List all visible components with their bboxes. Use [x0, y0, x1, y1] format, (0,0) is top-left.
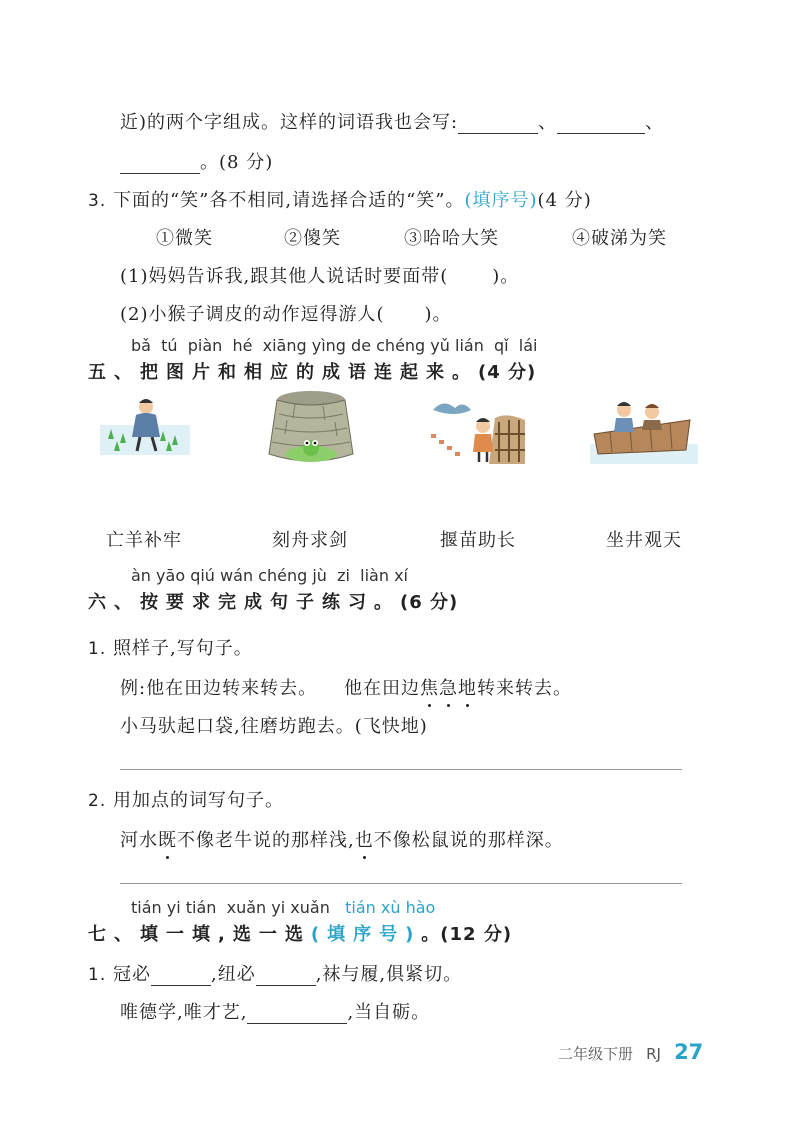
answer-line[interactable] [120, 769, 682, 770]
s6-q1-prompt: 照样子,写句子。 [112, 638, 253, 659]
section7-title: 七、填一填,选一选 [88, 924, 311, 945]
pinyin-syllable: tú [161, 336, 178, 355]
answer-blank[interactable] [151, 967, 211, 986]
separator: 、 [538, 112, 558, 133]
emphasized-word: 既 [158, 826, 177, 852]
pinyin-syllable: yǔ [430, 336, 450, 355]
pinyin-syllable: lái [518, 336, 538, 355]
grade-label: 二年级下册 [558, 1045, 634, 1063]
section7-heading [88, 920, 512, 946]
idiom-4: 坐井观天 [606, 530, 682, 551]
q3-item-2-text: (2)小猴子调皮的动作逗得游人( [120, 304, 385, 325]
idiom-2: 刻舟求剑 [272, 530, 348, 551]
question-number: 3. [88, 191, 107, 211]
rice-planting-picture [100, 395, 190, 463]
section5-heading [88, 358, 536, 384]
q3-prompt: 下面的“笑”各不相同,请选择合适的“笑”。 [112, 190, 465, 211]
edition-label: RJ [646, 1045, 661, 1063]
idiom-1: 亡羊补牢 [106, 530, 182, 551]
pinyin-syllable: chéng [376, 336, 426, 355]
answer-line[interactable] [120, 883, 682, 884]
pinyin-syllable: de [351, 336, 372, 355]
q3-item-2 [120, 300, 452, 326]
sheep-pen-picture [425, 394, 530, 466]
top-line-1 [120, 108, 664, 134]
pinyin-syllable: tián [131, 898, 162, 917]
section6-heading [88, 588, 458, 614]
pinyin-syllable: yi [166, 898, 181, 917]
example-plain-sentence: 他在田边转来转去。 [146, 678, 318, 699]
answer-blank[interactable] [247, 1005, 347, 1024]
pinyin-syllable: yi [271, 898, 286, 917]
example-rich-part: 他在田边 [343, 678, 420, 699]
example-label: 例: [120, 678, 147, 699]
pinyin-syllable: yìng [311, 336, 346, 355]
boat-sword-picture [590, 394, 698, 466]
sentence-part: 冠必 [112, 964, 151, 985]
frog-in-well-picture [265, 388, 357, 466]
pinyin-syllable: xù [380, 898, 401, 917]
s6-q2-prompt-line [88, 786, 284, 812]
sentence-part: 不像老牛说的那样浅, [177, 830, 355, 851]
answer-blank-3[interactable] [120, 155, 200, 174]
q3-option-2: ②傻笑 [284, 228, 341, 249]
pinyin-syllable: hào [405, 898, 436, 917]
page-footer [558, 1040, 703, 1064]
idiom-3: 揠苗助长 [440, 530, 516, 551]
emphasized-char: 急 [439, 674, 458, 700]
pinyin-syllable: zi [337, 566, 350, 585]
q3-option-1: ①微笑 [156, 228, 213, 249]
q3-hint: (填序号) [464, 190, 538, 211]
score-label: 。(8 分) [200, 152, 274, 173]
section6-title: 六、按要求完成句子练习。 [88, 592, 400, 613]
answer-blank[interactable] [256, 967, 316, 986]
pinyin-syllable: bǎ [131, 336, 151, 355]
pinyin-syllable: àn [131, 566, 151, 585]
s6-q1-example [120, 674, 572, 700]
top-line-1-text: 近)的两个字组成。这样的词语我也会写: [120, 112, 459, 133]
pinyin-syllable: xuǎn [290, 898, 330, 917]
pinyin-syllable: xí [394, 566, 408, 585]
pinyin-syllable: xuǎn [226, 898, 267, 917]
pinyin-syllable: qǐ [494, 336, 509, 355]
section5-score: (4 分) [478, 362, 537, 383]
pinyin-syllable: lián [455, 336, 484, 355]
pinyin-syllable: liàn [360, 566, 389, 585]
s6-q1-task: 小马驮起口袋,往磨坊跑去。(飞快地) [120, 716, 428, 737]
pinyin-syllable: hé [232, 336, 253, 355]
q3-item-2-end: )。 [424, 304, 452, 325]
question-number: 1. [88, 965, 107, 985]
pinyin-syllable: wán [220, 566, 254, 585]
question-number: 2. [88, 791, 107, 811]
emphasized-char: 地 [458, 674, 477, 700]
sentence-part: 唯德学,唯才艺, [120, 1002, 248, 1023]
section6-score: (6 分) [400, 592, 459, 613]
page-number: 27 [674, 1040, 704, 1064]
q3-item-1-end: )。 [492, 266, 520, 287]
q3-option-3: ③哈哈大笑 [404, 228, 499, 249]
emphasized-word: 也 [355, 826, 374, 852]
question-number: 1. [88, 639, 107, 659]
pinyin-syllable: tián [185, 898, 217, 917]
sentence-part: ,纽必 [210, 964, 256, 985]
s7-q1-line-1 [88, 960, 462, 986]
pinyin-syllable: xiāng [262, 336, 307, 355]
pinyin-syllable: chéng [258, 566, 308, 585]
pinyin-syllable: piàn [187, 336, 223, 355]
section7-hint: (填序号) [310, 924, 422, 945]
sentence-part: ,当自砺。 [347, 1002, 431, 1023]
emphasized-char: 焦 [420, 674, 439, 700]
section6-pinyin [131, 566, 408, 585]
sentence-part: 河水 [120, 830, 158, 851]
separator: 、 [645, 112, 665, 133]
q3-item-1 [120, 262, 519, 288]
q3-item-1-text: (1)妈妈告诉我,跟其他人说话时要面带( [120, 266, 449, 287]
pinyin-syllable: jù [312, 566, 327, 585]
pinyin-syllable: qiú [190, 566, 215, 585]
s6-q2-sentence [120, 826, 564, 852]
section7-score: 。(12 分) [421, 924, 513, 945]
q3-prompt-line [88, 186, 592, 212]
sentence-part: 不像松鼠说的那样深。 [373, 830, 564, 851]
section5-pinyin [131, 336, 538, 355]
example-rich-part: 转来转去。 [476, 678, 572, 699]
emphasized-word [420, 678, 477, 699]
top-line-2 [120, 148, 273, 174]
s7-q1-line-2 [120, 998, 430, 1024]
pinyin-syllable: yāo [156, 566, 186, 585]
s6-q1-prompt-line [88, 634, 253, 660]
section5-title: 五、把图片和相应的成语连起来。 [88, 362, 478, 383]
q3-score: (4 分) [537, 190, 592, 211]
pinyin-syllable: tián [345, 898, 376, 917]
s6-q2-prompt: 用加点的词写句子。 [112, 790, 284, 811]
sentence-part: ,袜与履,俱紧切。 [315, 964, 463, 985]
answer-blank-2[interactable] [557, 115, 645, 134]
answer-blank-1[interactable] [458, 115, 538, 134]
q3-option-4: ④破涕为笑 [572, 228, 667, 249]
section7-pinyin [131, 898, 435, 917]
